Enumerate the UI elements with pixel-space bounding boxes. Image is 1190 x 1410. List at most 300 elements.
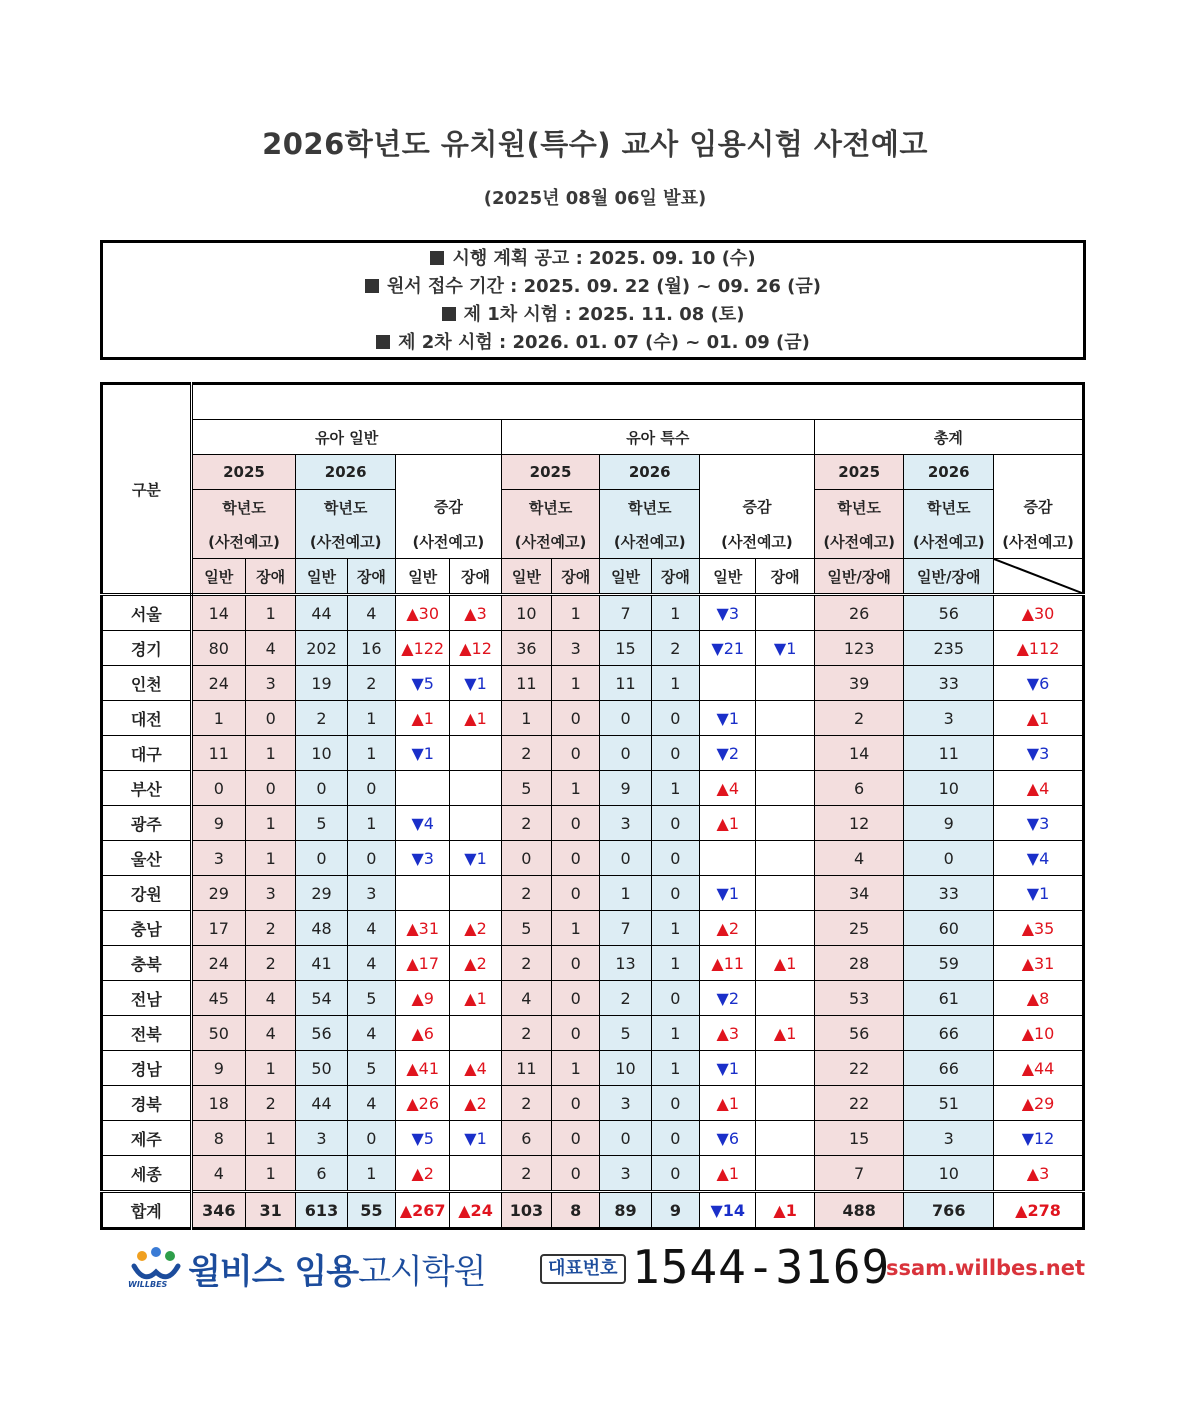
table-cell: 4 [245,981,295,1016]
table-cell: ▼3 [994,806,1084,841]
table-cell: 0 [651,701,699,736]
table-cell: 5 [296,806,347,841]
region-cell: 세종 [102,1156,192,1192]
page-title: 2026학년도 유치원(특수) 교사 임용시험 사전예고 [262,127,928,161]
table-cell: 39 [814,666,904,701]
preannounce-label: (사전예고) [396,524,502,559]
table-cell: 2 [245,946,295,981]
table-cell [756,736,814,771]
table-cell: 66 [904,1016,994,1051]
table-cell: 9 [904,806,994,841]
table-cell: 10 [904,771,994,806]
table-cell: 8 [552,1192,600,1229]
table-cell: ▼12 [994,1121,1084,1156]
table-cell: 0 [296,771,347,806]
table-cell: ▲3 [994,1156,1084,1192]
table-cell: 6 [814,771,904,806]
table-cell: 4 [347,595,395,631]
grade-label: 학년도 [296,490,396,525]
table-cell: 202 [296,631,347,666]
table-cell: 0 [651,736,699,771]
region-cell: 제주 [102,1121,192,1156]
table-cell: 53 [814,981,904,1016]
table-cell: ▼1 [700,1051,756,1086]
table-cell: ▼5 [396,666,450,701]
table-cell: 1 [651,771,699,806]
table-cell: 0 [552,1016,600,1051]
table-cell: 5 [347,1051,395,1086]
table-cell: 0 [552,736,600,771]
table-cell: 0 [651,1156,699,1192]
table-cell: 11 [600,666,651,701]
table-row [102,595,1084,631]
table-cell: 0 [347,841,395,876]
table-cell: 60 [904,911,994,946]
table-cell: ▲26 [396,1086,450,1121]
schedule-line: 시행 계획 공고 : 2025. 09. 10 (수) [103,245,1083,273]
table-cell: 0 [904,841,994,876]
table-cell: 2 [245,911,295,946]
table-cell: 9 [191,1051,245,1086]
table-row [102,631,1084,666]
table-cell: ▲1 [756,1192,814,1229]
table-cell: ▲1 [756,946,814,981]
table-cell: ▼1 [450,841,501,876]
table-cell: 5 [600,1016,651,1051]
table-cell: ▲29 [994,1086,1084,1121]
sub-header: 장애 [651,559,699,595]
table-cell: 4 [191,1156,245,1192]
table-cell: 2 [501,806,551,841]
table-row [102,806,1084,841]
table-row [102,946,1084,981]
table-cell: 1 [347,806,395,841]
table-cell: 80 [191,631,245,666]
table-cell: 10 [600,1051,651,1086]
table-cell: 11 [904,736,994,771]
sub-header: 장애 [245,559,295,595]
table-cell: 3 [191,841,245,876]
table-cell: 3 [347,876,395,911]
table-cell: 5 [347,981,395,1016]
phone-number: 1544-3169 [632,1240,891,1294]
table-cell: 0 [245,701,295,736]
table-cell: ▲6 [396,1016,450,1051]
table-cell: 7 [814,1156,904,1192]
table-cell [450,771,501,806]
table-cell: 0 [651,1086,699,1121]
table-cell: 2 [245,1086,295,1121]
table-cell: 346 [191,1192,245,1229]
table-cell: 66 [904,1051,994,1086]
table-cell: 28 [814,946,904,981]
table-cell: ▼1 [396,736,450,771]
change-label: 증감 [396,490,502,525]
website-link[interactable]: ssam.willbes.net [886,1256,1086,1280]
table-cell: 2 [501,1086,551,1121]
table-cell: 7 [600,911,651,946]
table-cell: 61 [904,981,994,1016]
table-cell [756,1156,814,1192]
table-cell: 10 [501,595,551,631]
region-cell: 합계 [102,1192,192,1229]
table-cell: 48 [296,911,347,946]
table-cell: 1 [651,666,699,701]
table-cell: ▲8 [994,981,1084,1016]
sub-header: 일반 [191,559,245,595]
table-cell [700,841,756,876]
table-cell: 8 [191,1121,245,1156]
table-cell: 89 [600,1192,651,1229]
table-row [102,1016,1084,1051]
table-cell: ▲9 [396,981,450,1016]
table-cell: 0 [552,876,600,911]
table-cell: 9 [191,806,245,841]
year-header: 2026 [600,455,700,490]
table-cell: 51 [904,1086,994,1121]
square-bullet-icon [365,279,379,293]
table-cell: ▼3 [396,841,450,876]
table-row [102,701,1084,736]
sub-header: 일반 [296,559,347,595]
schedule-line: 제 2차 시험 : 2026. 01. 07 (수) ~ 01. 09 (금) [103,329,1083,357]
table-cell: ▲1 [450,701,501,736]
table-row [102,841,1084,876]
preannounce-label: (사전예고) [700,524,815,559]
table-cell: 29 [296,876,347,911]
table-cell: 44 [296,595,347,631]
table-row [102,876,1084,911]
table-cell: 0 [296,841,347,876]
table-cell: 33 [904,876,994,911]
table-cell: 2 [651,631,699,666]
table-cell: 0 [651,841,699,876]
table-cell: ▼2 [700,736,756,771]
table-cell: 0 [600,736,651,771]
table-cell: 0 [552,841,600,876]
grade-label: 학년도 [814,490,904,525]
recruitment-table [100,382,1085,1230]
footer-banner [128,1240,1086,1298]
table-cell: ▼6 [994,666,1084,701]
grade-label: 학년도 [904,490,994,525]
table-cell: 3 [904,1121,994,1156]
table-cell: 26 [814,595,904,631]
schedule-line: 제 1차 시험 : 2025. 11. 08 (토) [103,301,1083,329]
sub-header: 일반/장애 [904,559,994,595]
table-cell: ▲3 [700,1016,756,1051]
table-cell: 0 [245,771,295,806]
table-cell: ▲2 [450,1086,501,1121]
year-header: 2025 [501,455,600,490]
table-cell: 55 [347,1192,395,1229]
table-cell: 22 [814,1051,904,1086]
table-cell [756,876,814,911]
table-cell: 0 [552,701,600,736]
table-cell: ▲44 [994,1051,1084,1086]
region-cell: 대전 [102,701,192,736]
table-cell: ▲112 [994,631,1084,666]
table-cell: 3 [600,806,651,841]
table-cell: 54 [296,981,347,1016]
region-cell: 충북 [102,946,192,981]
table-cell: 1 [651,911,699,946]
table-cell: 10 [296,736,347,771]
table-cell: 1 [552,1051,600,1086]
table-cell: 12 [814,806,904,841]
table-cell: 1 [245,841,295,876]
table-cell [756,771,814,806]
total-row [102,1192,1084,1229]
table-cell: 16 [347,631,395,666]
region-cell: 경남 [102,1051,192,1086]
table-cell [756,1051,814,1086]
table-cell: ▼5 [396,1121,450,1156]
table-cell: ▲4 [994,771,1084,806]
table-cell: 36 [501,631,551,666]
brand-name: 윌비스 임용고시학원 [188,1252,486,1292]
table-cell: ▼4 [994,841,1084,876]
table-cell: ▲4 [700,771,756,806]
table-cell: 2 [347,666,395,701]
table-cell: ▲17 [396,946,450,981]
region-cell: 부산 [102,771,192,806]
table-row [102,771,1084,806]
table-cell: 1 [600,876,651,911]
table-cell: 56 [814,1016,904,1051]
table-cell: 31 [245,1192,295,1229]
preannounce-label: (사전예고) [814,524,904,559]
table-cell: 50 [296,1051,347,1086]
table-cell: 9 [651,1192,699,1229]
table-cell: ▲1 [700,1156,756,1192]
table-cell: 2 [501,1156,551,1192]
table-cell: 4 [347,946,395,981]
sub-header: 일반 [600,559,651,595]
table-cell: ▼1 [756,631,814,666]
table-cell: 1 [552,911,600,946]
table-cell: 9 [600,771,651,806]
schedule-line: 원서 접수 기간 : 2025. 09. 22 (월) ~ 09. 26 (금) [103,273,1083,301]
table-cell: ▲24 [450,1192,501,1229]
table-cell: 14 [814,736,904,771]
table-cell: 14 [191,595,245,631]
table-cell: 1 [552,666,600,701]
table-cell: 3 [552,631,600,666]
table-cell: 103 [501,1192,551,1229]
table-cell: 17 [191,911,245,946]
table-cell: 44 [296,1086,347,1121]
table-cell: 0 [501,841,551,876]
region-cell: 경기 [102,631,192,666]
region-cell: 전남 [102,981,192,1016]
table-cell [450,1156,501,1192]
table-cell: ▼3 [700,595,756,631]
table-cell: 24 [191,666,245,701]
table-cell: 2 [501,876,551,911]
table-cell: 15 [814,1121,904,1156]
table-row [102,1121,1084,1156]
table-cell: 18 [191,1086,245,1121]
change-label: 증감 [994,490,1084,525]
table-cell: ▲11 [700,946,756,981]
sub-header: 장애 [552,559,600,595]
table-cell: 1 [245,1121,295,1156]
table-cell [756,595,814,631]
year-header: 2025 [191,455,296,490]
table-cell: ▲1 [450,981,501,1016]
table-cell [450,1016,501,1051]
table-cell: ▼14 [700,1192,756,1229]
table-cell: ▲2 [450,911,501,946]
table-cell: ▲41 [396,1051,450,1086]
table-cell: 4 [245,631,295,666]
table-cell: 1 [245,595,295,631]
table-cell: 41 [296,946,347,981]
table-cell: ▲3 [450,595,501,631]
table-cell: 11 [501,666,551,701]
table-row [102,1051,1084,1086]
table-cell: ▲31 [396,911,450,946]
table-cell: 2 [501,1016,551,1051]
table-cell: 0 [552,946,600,981]
table-cell: 50 [191,1016,245,1051]
table-cell: 2 [296,701,347,736]
table-cell: ▲1 [396,701,450,736]
table-cell: ▲12 [450,631,501,666]
region-cell: 충남 [102,911,192,946]
table-cell: ▼1 [450,666,501,701]
table-cell: 4 [814,841,904,876]
table-cell: 45 [191,981,245,1016]
group-header: 유아 일반 [191,420,501,455]
table-cell: 0 [552,806,600,841]
table-cell: ▲2 [700,911,756,946]
sub-header: 일반 [501,559,551,595]
table-cell: 1 [651,1051,699,1086]
region-cell: 울산 [102,841,192,876]
table-cell: ▲4 [450,1051,501,1086]
preannounce-label: (사전예고) [296,524,396,559]
table-cell: 1 [501,701,551,736]
table-cell: ▼2 [700,981,756,1016]
table-cell: 11 [501,1051,551,1086]
table-cell: 7 [600,595,651,631]
table-cell: 33 [904,666,994,701]
table-row [102,1086,1084,1121]
table-cell: 1 [347,701,395,736]
table-cell: 235 [904,631,994,666]
table-cell: 25 [814,911,904,946]
table-cell: 2 [501,946,551,981]
region-cell: 경북 [102,1086,192,1121]
table-cell: 0 [600,1121,651,1156]
table-cell [756,701,814,736]
sub-header: 일반 [700,559,756,595]
table-cell [756,1086,814,1121]
change-label: 증감 [700,490,815,525]
table-cell: 24 [191,946,245,981]
table-cell: 1 [245,1051,295,1086]
table-cell [396,771,450,806]
table-cell [756,981,814,1016]
table-cell: 0 [191,771,245,806]
table-cell: 0 [600,701,651,736]
table-cell: 0 [347,771,395,806]
table-cell: ▼1 [450,1121,501,1156]
table-cell: 6 [501,1121,551,1156]
region-cell: 강원 [102,876,192,911]
table-cell: ▲10 [994,1016,1084,1051]
table-cell: 1 [347,1156,395,1192]
table-cell: 4 [501,981,551,1016]
table-row [102,736,1084,771]
table-cell [450,806,501,841]
table-cell: 10 [904,1156,994,1192]
table-cell: 56 [904,595,994,631]
table-cell: 3 [600,1086,651,1121]
table-cell: 1 [245,806,295,841]
table-cell: 1 [651,1016,699,1051]
table-cell [756,1121,814,1156]
table-cell: 13 [600,946,651,981]
region-cell: 광주 [102,806,192,841]
table-cell: ▲35 [994,911,1084,946]
table-cell: 613 [296,1192,347,1229]
table-cell: 56 [296,1016,347,1051]
table-cell: 0 [552,981,600,1016]
table-cell: 3 [245,876,295,911]
table-cell [450,876,501,911]
table-cell [700,666,756,701]
table-cell: 4 [347,1016,395,1051]
table-cell: ▲267 [396,1192,450,1229]
table-cell: ▼1 [700,876,756,911]
table-row [102,666,1084,701]
table-cell: 0 [651,876,699,911]
table-cell: ▲1 [994,701,1084,736]
table-cell: 766 [904,1192,994,1229]
region-cell: 전북 [102,1016,192,1051]
table-cell: 5 [501,771,551,806]
table-cell: 2 [501,736,551,771]
table-cell: 1 [552,771,600,806]
table-cell: 6 [296,1156,347,1192]
table-cell [756,806,814,841]
table-cell: 1 [651,595,699,631]
table-cell [450,736,501,771]
table-cell: 0 [600,841,651,876]
region-cell: 서울 [102,595,192,631]
table-cell: 1 [651,946,699,981]
table-cell: ▲30 [994,595,1084,631]
grade-label: 학년도 [191,490,296,525]
table-cell: 0 [552,1086,600,1121]
table-cell [756,666,814,701]
table-cell: 0 [347,1121,395,1156]
table-cell: ▲122 [396,631,450,666]
table-cell: 15 [600,631,651,666]
table-cell: ▼21 [700,631,756,666]
table-cell: 0 [651,1121,699,1156]
region-header: 구분 [102,384,192,595]
table-cell: 0 [552,1156,600,1192]
sub-header: 일반 [396,559,450,595]
grade-label: 학년도 [501,490,600,525]
rep-number-label: 대표번호 [540,1254,626,1284]
preannounce-label: (사전예고) [994,524,1084,559]
preannounce-label: (사전예고) [191,524,296,559]
